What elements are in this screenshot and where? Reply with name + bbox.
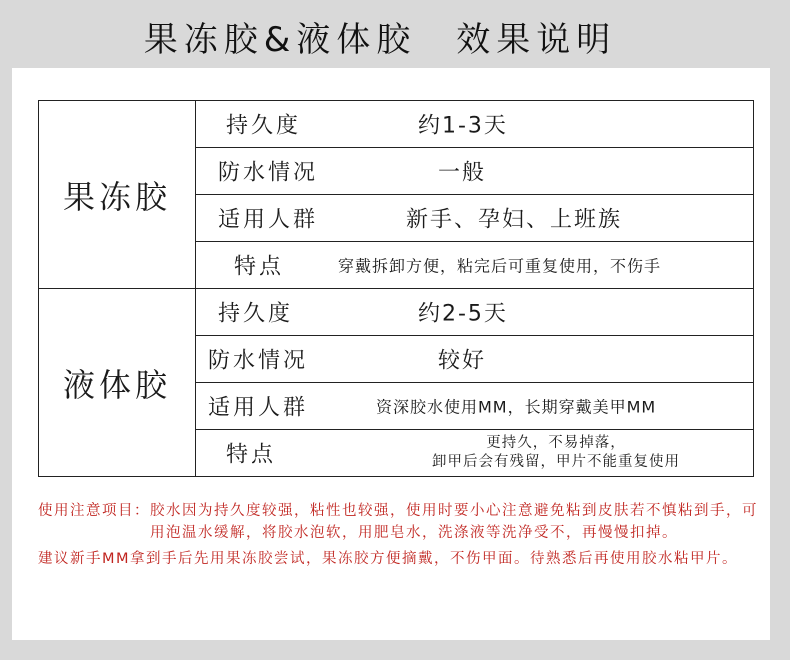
row-cell (196, 242, 754, 289)
table-row (39, 289, 754, 336)
row-label: 防水情况 (208, 348, 309, 374)
notes-heading: 使用注意项目： (38, 503, 150, 519)
header-band (0, 0, 790, 68)
row-value (396, 434, 716, 472)
row-label: 特点 (226, 442, 277, 468)
page-title: 果冻胶&液体胶 效果说明 (143, 20, 617, 60)
row-label: 防水情况 (218, 160, 319, 186)
row-label: 适用人群 (218, 207, 319, 233)
row-value: 新手、孕妇、上班族 (406, 207, 623, 233)
row-value: 约1-3天 (418, 113, 508, 139)
advice-paragraph: 建议新手MM拿到手后先用果冻胶尝试，果冻胶方便摘戴，不伤甲面。待熟悉后再使用胶水粘甲片。 (38, 551, 739, 567)
row-value: 较好 (438, 348, 487, 374)
row-value: 一般 (438, 160, 487, 186)
group-name-jelly: 果冻胶 (39, 101, 196, 289)
notes-body: 胶水因为持久度较强，粘性也较强，使用时要小心注意避免粘到皮肤若不慎粘到手，可用泡温水缓解，将胶水泡软，用肥皂水，洗涤液等洗净受不，再慢慢扣掉。 (150, 503, 758, 541)
row-value: 约2-5天 (418, 301, 508, 327)
row-cell (196, 148, 754, 195)
usage-notes (38, 500, 758, 570)
group-name-liquid: 液体胶 (39, 289, 196, 477)
notes-paragraph (38, 500, 758, 544)
row-value: 穿戴拆卸方便，粘完后可重复使用，不伤手 (338, 256, 662, 276)
row-cell (196, 289, 754, 336)
row-cell (196, 383, 754, 430)
row-value-line: 更持久，不易掉落， (486, 435, 626, 451)
row-value-line: 卸甲后会有残留，甲片不能重复使用 (432, 454, 680, 470)
row-cell (196, 101, 754, 148)
row-label: 持久度 (218, 301, 294, 327)
bottom-band (0, 640, 790, 660)
row-label: 持久度 (226, 113, 302, 139)
row-cell (196, 336, 754, 383)
comparison-table (38, 100, 754, 477)
table-row (39, 101, 754, 148)
row-cell (196, 430, 754, 477)
row-value: 资深胶水使用MM，长期穿戴美甲MM (376, 397, 657, 417)
row-label: 特点 (234, 254, 285, 280)
row-label: 适用人群 (208, 395, 309, 421)
row-cell (196, 195, 754, 242)
